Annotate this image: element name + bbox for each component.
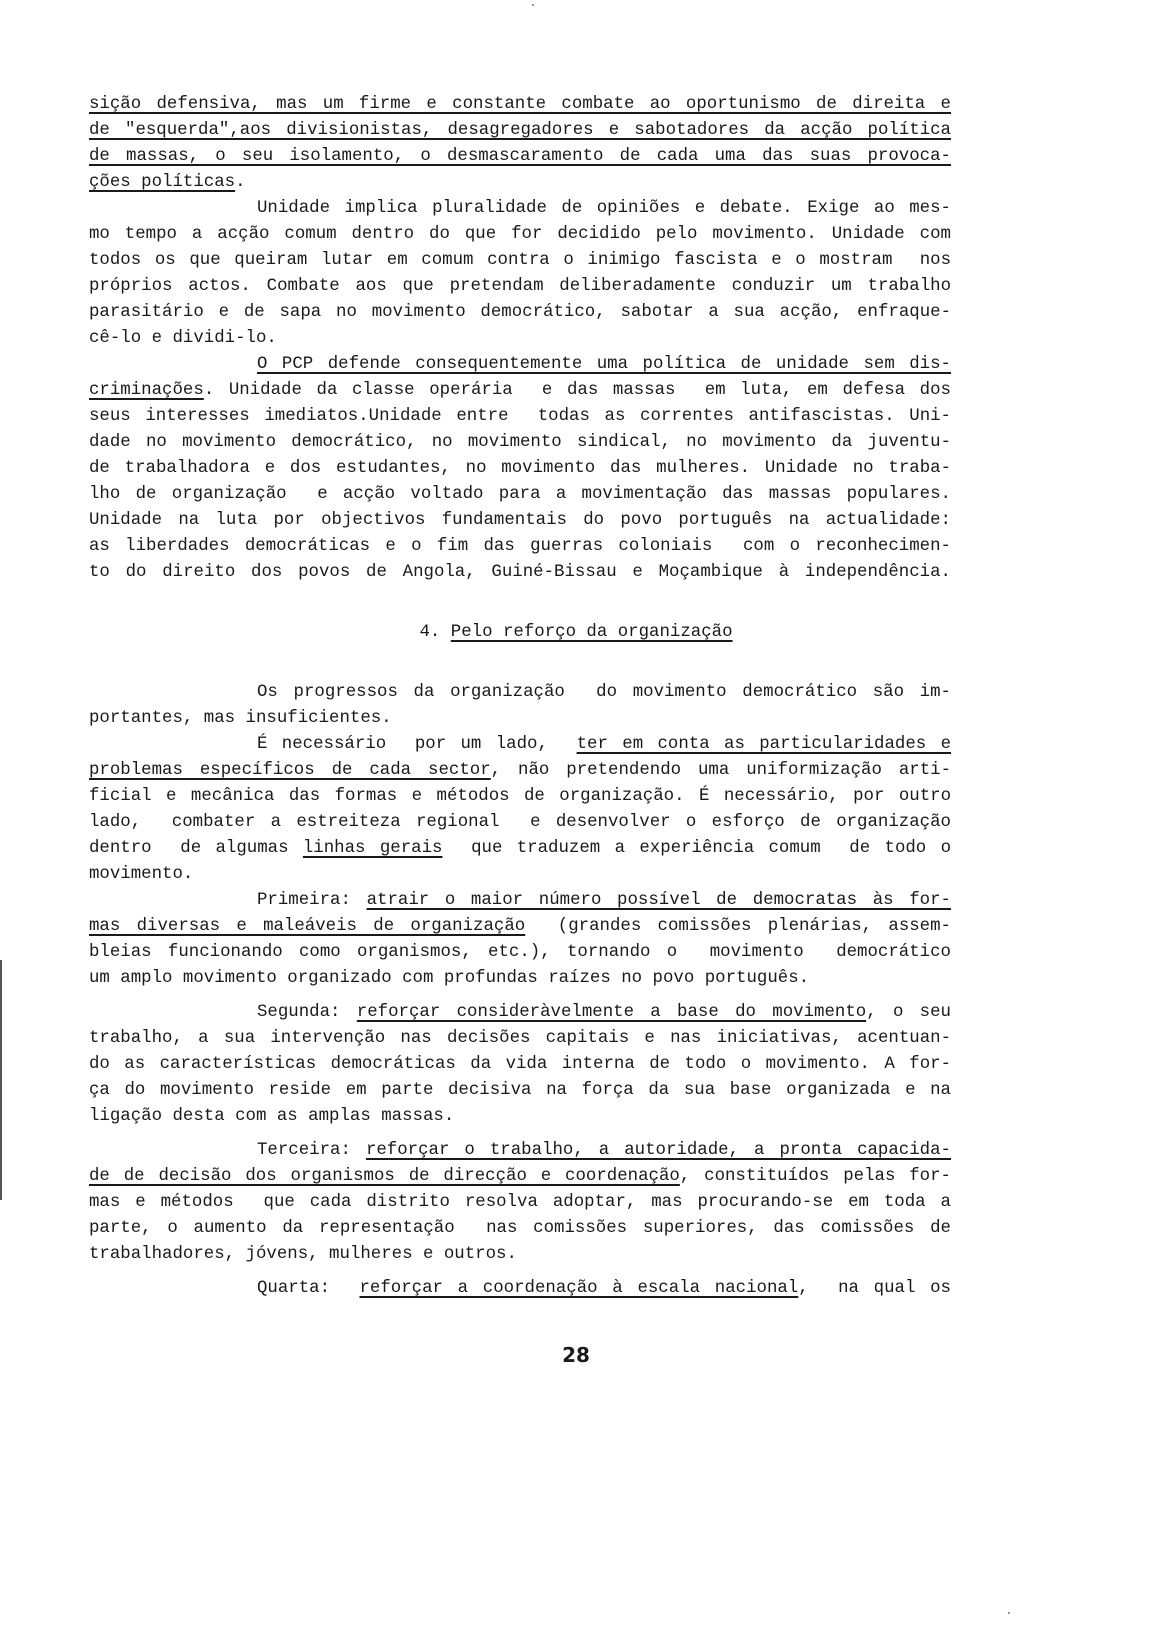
text-run: ficial e mecânica das formas e métodos de organização. É necessário, por outro [89, 787, 951, 806]
text-run: . [235, 173, 246, 192]
text-line [89, 758, 951, 784]
section-title: Pelo reforço da organização [450, 623, 733, 642]
text-run: próprios actos. Combate aos que pretendam deliberadamente conduzir um trabalho [89, 277, 951, 296]
text-line [89, 706, 951, 732]
text-line [89, 92, 951, 118]
text-run: movimento. [89, 865, 194, 884]
text-line [89, 966, 951, 992]
underlined-text: linhas gerais [302, 839, 443, 858]
text-line [89, 836, 951, 862]
text-run: parte, o aumento da representação nas comissões superiores, das comissões de [89, 1219, 951, 1238]
underlined-text: reforçar a coordenação à escala nacional [359, 1279, 799, 1298]
text-run: (grandes comissões plenárias, assem- [525, 917, 951, 936]
text-run: as liberdades democráticas e o fim das guerras coloniais com o reconhecimen- [89, 537, 951, 556]
underlined-text: atrair o maior número possível de democratas às for- [366, 891, 951, 910]
text-run: portantes, mas insuficientes. [89, 709, 392, 728]
text-line [89, 482, 951, 508]
text-run: cê-lo e dividi-lo. [89, 329, 277, 348]
text-line [89, 300, 951, 326]
section-heading [0, 620, 1152, 646]
text-line [89, 430, 951, 456]
text-run: seus interesses imediatos.Unidade entre todas as correntes antifascistas. Uni- [89, 407, 951, 426]
text-run: que traduzem a experiência comum de todo o [442, 839, 951, 858]
underlined-text: O PCP defende consequentemente uma política de unidade sem dis- [257, 355, 951, 374]
text-run: trabalho, a sua intervenção nas decisões capitais e nas iniciativas, acentuan- [89, 1029, 951, 1048]
text-run: , não pretendendo uma uniformização arti- [490, 761, 951, 780]
text-run: lado, combater a estreiteza regional e desenvolver o esforço de organização [89, 813, 951, 832]
text-line [89, 1242, 951, 1268]
text-line [89, 456, 951, 482]
text-line [89, 534, 951, 560]
text-run: bleias funcionando como organismos, etc.), tornando o movimento democrático [89, 943, 951, 962]
text-line [89, 1078, 951, 1104]
text-line [89, 560, 951, 586]
text-line [89, 404, 951, 430]
text-run: Unidade na luta por objectivos fundamentais do povo português na actualidade: [89, 511, 951, 530]
text-run: ligação desta com as amplas massas. [89, 1107, 455, 1126]
text-line [257, 352, 951, 378]
text-run: de trabalhadora e dos estudantes, no movimento das mulheres. Unidade no traba- [89, 459, 951, 478]
text-run: Primeira: [257, 891, 367, 910]
text-line [89, 810, 951, 836]
text-line [89, 784, 951, 810]
text-line [89, 914, 951, 940]
text-line [257, 680, 951, 706]
text-line [89, 144, 951, 170]
underlined-text: reforçar consideràvelmente a base do movimento [356, 1003, 867, 1022]
text-line [257, 1276, 951, 1302]
text-run: dade no movimento democrático, no movimento sindical, no movimento da juventu- [89, 433, 951, 452]
text-line [89, 1052, 951, 1078]
text-run: , o seu [866, 1003, 951, 1022]
text-line [89, 1104, 951, 1130]
text-line [89, 1026, 951, 1052]
text-run: trabalhadores, jóvens, mulheres e outros. [89, 1245, 517, 1264]
underlined-text: mas diversas e maleáveis de organização [89, 917, 526, 936]
text-run: dentro de algumas [89, 839, 303, 858]
text-run: mas e métodos que cada distrito resolva adoptar, mas procurando-se em toda a [89, 1193, 951, 1212]
scan-speck [1008, 1612, 1010, 1614]
text-run: , constituídos pelas for- [679, 1167, 951, 1186]
underlined-text: reforçar o trabalho, a autoridade, a pronta capacida- [365, 1141, 951, 1160]
text-run: Terceira: [257, 1141, 366, 1160]
text-line [89, 1164, 951, 1190]
text-line [89, 222, 951, 248]
text-run: Segunda: [257, 1003, 357, 1022]
text-run: mo tempo a acção comum dentro do que for decidido pelo movimento. Unidade com [89, 225, 951, 244]
text-run: Os progressos da organização do movimento democrático são im- [257, 683, 951, 702]
text-line [257, 732, 951, 758]
text-line [89, 1216, 951, 1242]
underlined-text: criminações [89, 381, 204, 400]
underlined-text: ções políticas [89, 173, 236, 192]
text-line [89, 1190, 951, 1216]
page-edge-shadow [0, 960, 2, 1200]
text-line [89, 378, 951, 404]
underlined-text: ter em conta as particularidades e [576, 735, 951, 754]
page-number: 28 [562, 1343, 590, 1367]
underlined-text: de "esquerda",aos divisionistas, desagregadores e sabotadores da acção política [89, 121, 951, 140]
underlined-text: de massas, o seu isolamento, o desmascaramento de cada uma das suas provoca- [89, 147, 951, 166]
text-run: É necessário por um lado, [257, 735, 577, 754]
text-line [89, 326, 951, 352]
text-line [89, 508, 951, 534]
text-run: , na qual os [798, 1279, 951, 1298]
text-line [257, 1000, 951, 1026]
text-run: do as características democráticas da vida interna de todo o movimento. A for- [89, 1055, 951, 1074]
text-run: Quarta: [257, 1279, 360, 1298]
text-line [89, 940, 951, 966]
text-run: Unidade implica pluralidade de opiniões e debate. Exige ao mes- [257, 199, 951, 218]
section-number: 4. [419, 623, 451, 642]
scan-speck [532, 4, 534, 6]
text-line [89, 862, 951, 888]
text-run: parasitário e de sapa no movimento democrático, sabotar a sua acção, enfraque- [89, 303, 951, 322]
text-run: todos os que queiram lutar em comum contra o inimigo fascista e o mostram nos [89, 251, 951, 270]
text-line [257, 888, 951, 914]
text-run: ça do movimento reside em parte decisiva na força da sua base organizada e na [89, 1081, 951, 1100]
text-run: to do direito dos povos de Angola, Guiné-Bissau e Moçambique à independência. [89, 563, 951, 582]
text-line [257, 196, 951, 222]
text-line [89, 274, 951, 300]
text-line [89, 170, 951, 196]
text-run: lho de organização e acção voltado para a movimentação das massas populares. [89, 485, 951, 504]
text-line [89, 118, 951, 144]
text-line [89, 248, 951, 274]
underlined-text: sição defensiva, mas um firme e constante combate ao oportunismo de direita e [89, 95, 951, 114]
underlined-text: de de decisão dos organismos de direcção e coordenação [89, 1167, 680, 1186]
underlined-text: problemas específicos de cada sector [89, 761, 491, 780]
text-line [257, 1138, 951, 1164]
text-run: um amplo movimento organizado com profundas raízes no povo português. [89, 969, 810, 988]
text-run: . Unidade da classe operária e das massas em luta, em defesa dos [203, 381, 951, 400]
